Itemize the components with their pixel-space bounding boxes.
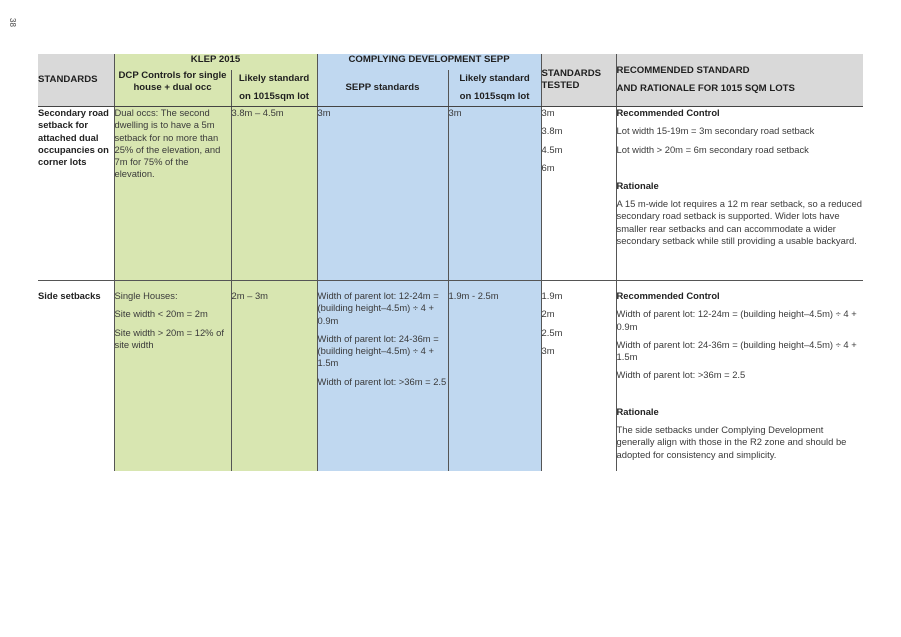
- standard-name: Side setbacks: [38, 290, 101, 301]
- rationale-heading: Rationale: [616, 405, 659, 417]
- header-sepp-likely-line1: Likely standard: [459, 73, 530, 84]
- sepp-text: Width of parent lot: >36m = 2.5: [317, 375, 447, 387]
- tested-value: 3.8m: [541, 125, 563, 137]
- header-standards-tested: STANDARDS TESTED: [541, 54, 616, 107]
- table-row: [38, 281, 863, 471]
- sepp-likely-cell: 3m: [448, 107, 541, 281]
- klep-likely-cell: 2m – 3m: [231, 281, 317, 471]
- dcp-text: Site width < 20m = 2m: [114, 308, 208, 320]
- header-klep-likely-line1: Likely standard: [238, 73, 310, 84]
- standards-tested-cell: [541, 107, 616, 281]
- header-klep: KLEP 2015: [114, 54, 317, 70]
- klep-likely-cell: 3.8m – 4.5m: [231, 107, 317, 281]
- recommended-text: Lot width > 20m = 6m secondary road setback: [616, 143, 809, 155]
- dcp-controls-cell: [114, 281, 231, 471]
- rationale-heading: Rationale: [616, 179, 659, 191]
- standard-name: Secondary road setback for attached dual occupancies on corner lots: [38, 107, 114, 281]
- dcp-text: Dual occs: The second dwelling is to have a 5m setback for no more than 25% of the elevation, and 7m for 75% of the elevation.: [114, 107, 221, 180]
- tested-value: 6m: [541, 161, 555, 173]
- sepp-standards-cell: [317, 281, 448, 471]
- header-sepp-likely: [448, 70, 541, 107]
- page-number: 38: [8, 18, 17, 27]
- recommended-text: Width of parent lot: >36m = 2.5: [616, 369, 746, 381]
- recommended-cell: [616, 107, 863, 281]
- tested-value: 3m: [541, 107, 555, 118]
- standards-tested-cell: [541, 281, 616, 471]
- tested-value: 2m: [541, 308, 555, 320]
- table-row: [38, 107, 863, 281]
- sepp-standards-cell: [317, 107, 448, 281]
- sepp-text: Width of parent lot: 24-36m = (building height–4.5m) ÷ 4 + 1.5m: [317, 332, 439, 369]
- header-recommended: [616, 54, 863, 107]
- header-row-top: [38, 54, 863, 70]
- tested-value: 3m: [541, 344, 555, 356]
- recommended-text: Width of parent lot: 12-24m = (building height–4.5m) ÷ 4 + 0.9m: [616, 308, 857, 332]
- header-klep-likely: [231, 70, 317, 107]
- header-dcp-controls: DCP Controls for single house + dual occ: [114, 70, 231, 107]
- sepp-likely-cell: 1.9m - 2.5m: [448, 281, 541, 471]
- dcp-text: Site width > 20m = 12% of site width: [114, 326, 224, 350]
- header-recommended-line1: RECOMMENDED STANDARD: [616, 65, 750, 76]
- standards-table: [38, 54, 863, 471]
- recommended-text: Lot width 15-19m = 3m secondary road setback: [616, 125, 815, 137]
- dcp-text: Single Houses:: [114, 290, 178, 301]
- header-standards: STANDARDS: [38, 54, 114, 107]
- header-sepp-standards: SEPP standards: [317, 70, 448, 107]
- tested-value: 1.9m: [541, 290, 563, 301]
- sepp-text: 3m: [317, 107, 331, 118]
- header-klep-likely-line2: on 1015sqm lot: [239, 91, 309, 102]
- dcp-controls-cell: [114, 107, 231, 281]
- header-recommended-line2: AND RATIONALE FOR 1015 SQM LOTS: [616, 83, 795, 94]
- recommended-heading: Recommended Control: [616, 290, 720, 301]
- tested-value: 2.5m: [541, 326, 563, 338]
- recommended-text: Width of parent lot: 24-36m = (building height–4.5m) ÷ 4 + 1.5m: [616, 338, 857, 363]
- rationale-text: A 15 m-wide lot requires a 12 m rear setback, so a reduced secondary road setback is supported. Wider lots have smaller rear setbacks and can accommodate a wider secondary setback while still providing a usable backyard.: [616, 198, 862, 247]
- recommended-heading: Recommended Control: [616, 107, 720, 118]
- header-complying-sepp: COMPLYING DEVELOPMENT SEPP: [317, 54, 541, 70]
- header-sepp-likely-line2: on 1015sqm lot: [459, 91, 530, 102]
- sepp-text: Width of parent lot: 12-24m = (building height–4.5m) ÷ 4 + 0.9m: [317, 290, 439, 326]
- rationale-text: The side setbacks under Complying Development generally align with those in the R2 zone and should be adopted for consistency and simplicity.: [616, 424, 847, 460]
- recommended-cell: [616, 281, 863, 471]
- tested-value: 4.5m: [541, 143, 563, 155]
